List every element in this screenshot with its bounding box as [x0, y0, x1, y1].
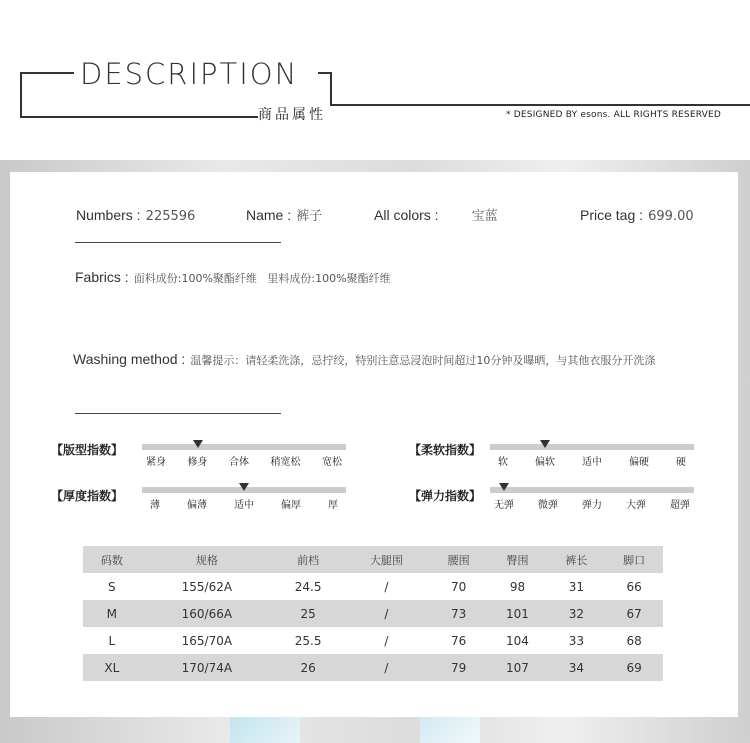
scale-option: 软: [498, 457, 508, 468]
washing-label: Washing method :: [73, 351, 186, 367]
scale-option: 微弹: [538, 500, 558, 511]
table-cell: 73: [450, 606, 467, 621]
table-row: [83, 573, 663, 600]
table-cell: 34: [568, 660, 585, 675]
scale-option: 偏厚: [281, 500, 301, 511]
page-title: DESCRIPTION: [74, 56, 304, 92]
table-header-cell: 脚口: [623, 553, 646, 567]
scale-marker-icon: [193, 440, 203, 448]
scale-option: 偏硬: [629, 457, 649, 468]
numbers-field: [76, 205, 195, 224]
table-cell: 33: [568, 633, 585, 648]
fabrics-field: [75, 267, 391, 286]
table-cell: 25.5: [294, 633, 322, 648]
scale-option: 适中: [582, 457, 602, 468]
divider-line: [75, 242, 281, 243]
table-header-cell: 码数: [100, 553, 123, 567]
divider-line: [75, 413, 281, 414]
table-cell: 31: [568, 579, 585, 594]
fabrics-value: 面料成份:100%聚酯纤维 里料成份:100%聚酯纤维: [133, 272, 391, 285]
table-cell: 155/62A: [181, 579, 233, 594]
scale-marker-icon: [499, 483, 509, 491]
table-header-row: [83, 546, 663, 573]
scale-option: 宽松: [322, 457, 342, 468]
scale-option: 薄: [150, 500, 160, 511]
scale-option: 硬: [676, 457, 686, 468]
table-header-cell: 腰围: [447, 553, 470, 567]
table-row: [83, 627, 663, 654]
table-cell: 66: [626, 579, 642, 594]
price-value: 699.00: [648, 209, 694, 224]
fabrics-label: Fabrics :: [75, 269, 129, 285]
table-cell: L: [108, 633, 116, 648]
washing-value: 温馨提示：请轻柔洗涤，忌拧绞，特别注意忌浸泡时间超过10分钟及曝晒，与其他衣服分开洗涤: [190, 354, 656, 367]
name-label: Name :: [246, 207, 292, 223]
softness-index-title: 【柔软指数】: [409, 443, 482, 457]
numbers-value: 225596: [145, 209, 196, 224]
fit-index-title: 【版型指数】: [51, 443, 124, 457]
fit-index-scale: [142, 444, 346, 468]
table-cell: 79: [450, 660, 467, 675]
scale-option: 无弹: [494, 500, 514, 511]
scale-option: 紧身: [146, 457, 166, 468]
colors-value: 宝蓝: [471, 209, 498, 224]
table-cell: 70: [450, 579, 467, 594]
table-cell: 165/70A: [181, 633, 233, 648]
table-row: [83, 654, 663, 681]
table-cell: 98: [509, 579, 526, 594]
table-cell: XL: [104, 660, 120, 675]
table-header-cell: 臀围: [506, 553, 529, 567]
table-cell: 25: [300, 606, 316, 621]
size-table: [83, 546, 663, 681]
thickness-index-title: 【厚度指数】: [51, 489, 124, 503]
softness-index-scale: [490, 444, 694, 468]
scale-bar: [490, 444, 694, 450]
elasticity-index-title: 【弹力指数】: [409, 489, 482, 503]
price-field: [580, 205, 694, 224]
elasticity-index-scale: [490, 487, 694, 511]
header-divider: [330, 72, 332, 106]
table-cell: 160/66A: [181, 606, 233, 621]
table-header-cell: 前档: [297, 553, 320, 567]
table-cell: 101: [506, 606, 529, 621]
table-cell: /: [384, 660, 389, 675]
table-row: [83, 600, 663, 627]
thickness-index-scale: [142, 487, 346, 511]
table-cell: 26: [300, 660, 316, 675]
scale-option: 偏薄: [187, 500, 207, 511]
scale-option: 大弹: [626, 500, 646, 511]
table-cell: M: [106, 606, 118, 621]
colors-label: All colors :: [374, 207, 439, 223]
table-header-cell: 规格: [195, 553, 218, 567]
table-cell: S: [108, 579, 116, 594]
scale-option: 适中: [234, 500, 254, 511]
table-cell: 67: [626, 606, 642, 621]
scale-bar: [490, 487, 694, 493]
scale-marker-icon: [540, 440, 550, 448]
scale-option: 偏软: [535, 457, 555, 468]
table-cell: 69: [626, 660, 642, 675]
scale-option: 超弹: [670, 500, 690, 511]
table-cell: 170/74A: [181, 660, 233, 675]
page-subtitle: 商品属性: [258, 107, 326, 123]
scale-bar: [142, 444, 346, 450]
name-value: 裤子: [296, 209, 323, 224]
table-cell: /: [384, 606, 389, 621]
colors-field: [374, 205, 498, 224]
price-label: Price tag :: [580, 207, 644, 223]
scale-option: 稍宽松: [270, 457, 301, 468]
table-cell: /: [384, 579, 389, 594]
table-header-cell: 大腿围: [369, 553, 403, 567]
name-field: [246, 205, 322, 224]
table-cell: 76: [450, 633, 467, 648]
table-cell: /: [384, 633, 389, 648]
table-cell: 68: [626, 633, 642, 648]
table-cell: 104: [506, 633, 529, 648]
scale-option: 厚: [328, 500, 338, 511]
table-header-cell: 裤长: [565, 553, 588, 567]
scale-option: 合体: [229, 457, 249, 468]
header-divider: [330, 104, 750, 106]
scale-option: 修身: [187, 457, 208, 468]
credit-text: * DESIGNED BY esons. ALL RIGHTS RESERVED: [506, 110, 722, 120]
washing-field: [73, 349, 655, 368]
table-cell: 24.5: [294, 579, 322, 594]
scale-option: 弹力: [582, 500, 602, 511]
numbers-label: Numbers :: [76, 207, 141, 223]
scale-marker-icon: [239, 483, 249, 491]
table-cell: 107: [506, 660, 529, 675]
table-cell: 32: [568, 606, 585, 621]
